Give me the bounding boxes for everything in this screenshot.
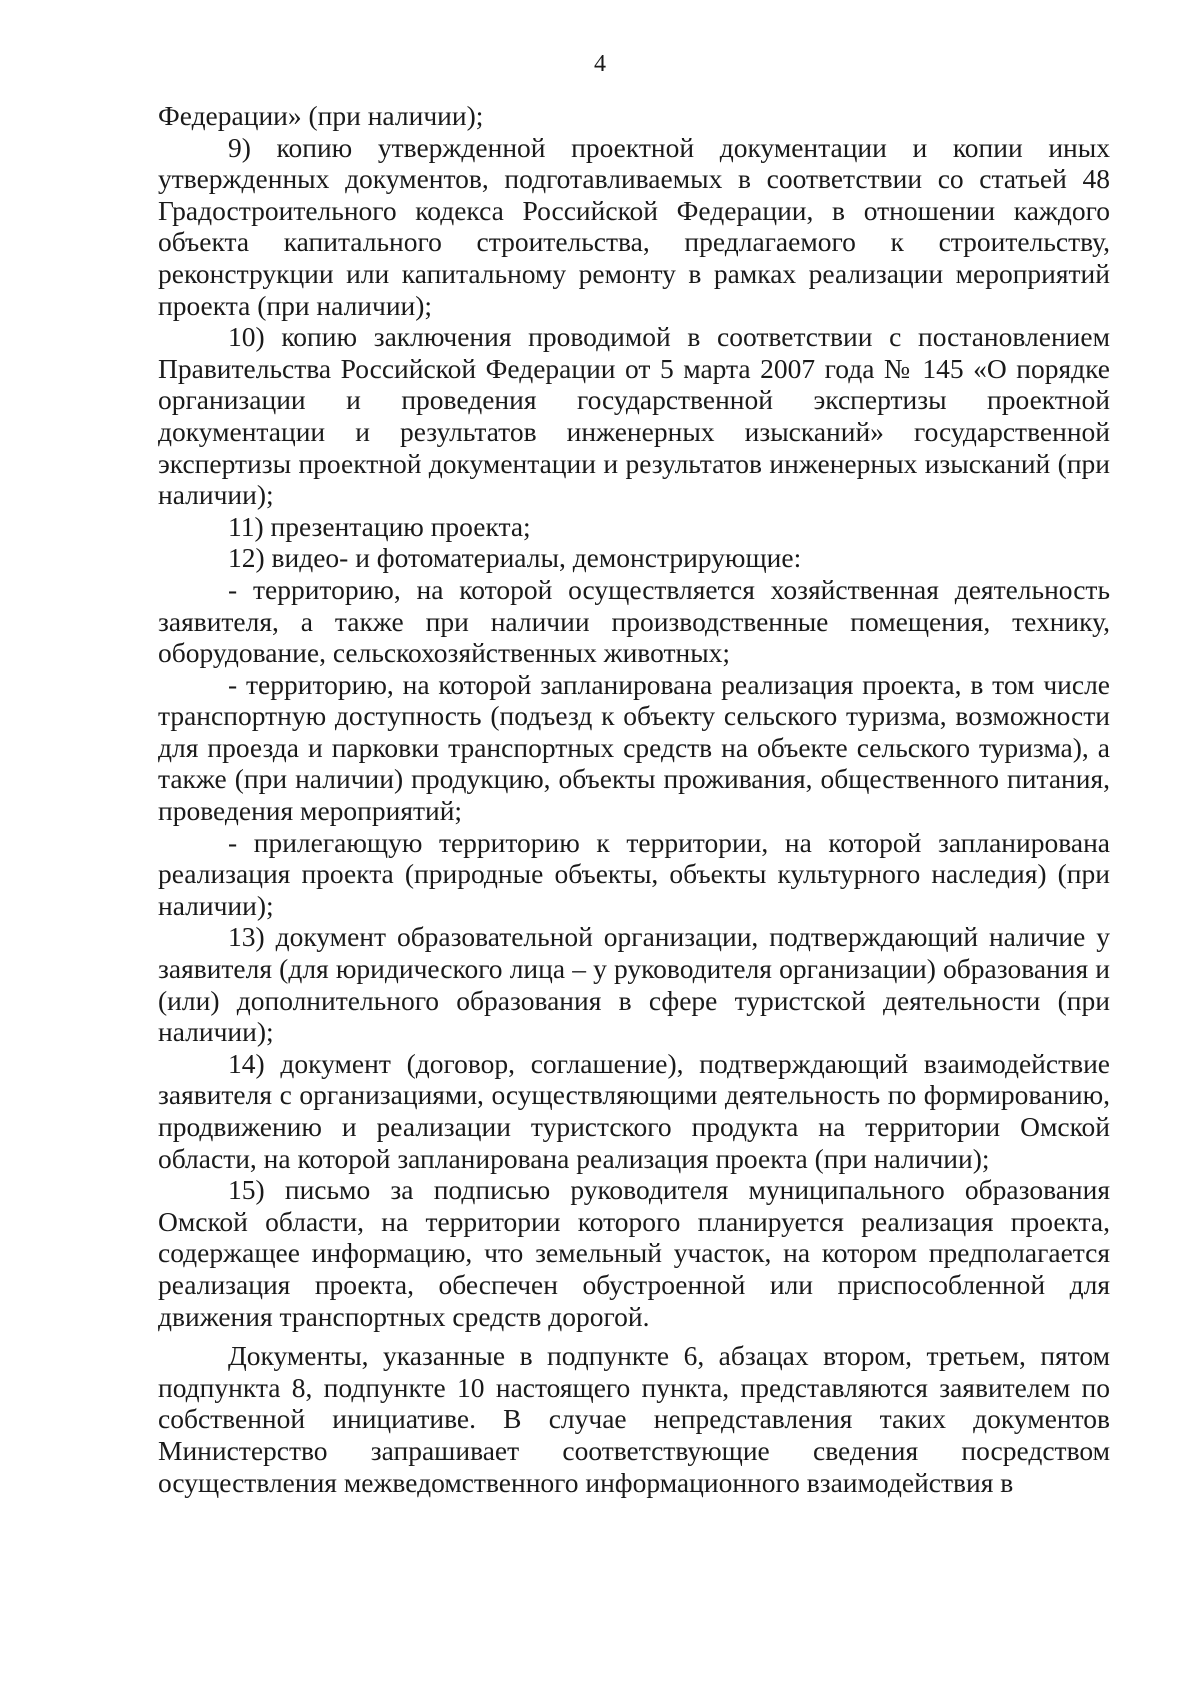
- paragraph-bullet-3: - прилегающую территорию к территории, на которой запланирована реализация проекта (природные объекты, объекты культурного наследия) (при наличии);: [158, 826, 1110, 921]
- page-number: 4: [594, 51, 606, 77]
- paragraph-bullet-2: - территорию, на которой запланирована реализация проекта, в том числе транспортную доступность (подъезд к объекту сельского туризма, возможности для проезда и парковки транспортных средств на объекте сельского туризма), а также (при наличии) продукцию, объекты проживания, общественного питания, проведения мероприятий;: [158, 668, 1110, 827]
- paragraph-item-9: 9) копию утвержденной проектной документации и копии иных утвержденных документов, подготавливаемых в соответствии со статьей 48 Градостроительного кодекса Российской Федерации, в отношении каждого объекта капитального строительства, предлагаемого к строительству, реконструкции или капитальному ремонту в рамках реализации мероприятий проекта (при наличии);: [158, 131, 1110, 321]
- document-body: [158, 100, 1110, 1498]
- paragraph-item-15: 15) письмо за подписью руководителя муниципального образования Омской области, на территории которого планируется реализация проекта, содержащее информацию, что земельный участок, на котором предполагается реализация проекта, обеспечен обустроенной или приспособленной для движения транспортных средств дорогой.: [158, 1174, 1110, 1332]
- paragraph-documents-note: Документы, указанные в подпункте 6, абзацах втором, третьем, пятом подпункта 8, подпункте 10 настоящего пункта, представляются заявителем по собственной инициативе. В случае непредставления таких документов Министерство запрашивает соответствующие сведения посредством осуществления межведомственного информационного взаимодействия в: [158, 1340, 1110, 1498]
- paragraph-item-10: 10) копию заключения проводимой в соответствии с постановлением Правительства Российской Федерации от 5 марта 2007 года № 145 «О порядке организации и проведения государственной экспертизы проектной документации и результатов инженерных изысканий» государственной экспертизы проектной документации и результатов инженерных изысканий (при наличии);: [158, 321, 1110, 511]
- paragraph-item-13: 13) документ образовательной организации, подтверждающий наличие у заявителя (для юридического лица – у руководителя организации) образования и (или) дополнительного образования в сфере туристской деятельности (при наличии);: [158, 921, 1110, 1048]
- paragraph-bullet-1: - территорию, на которой осуществляется хозяйственная деятельность заявителя, а также при наличии производственные помещения, технику, оборудование, сельскохозяйственных животных;: [158, 573, 1110, 669]
- paragraph-item-12: 12) видео- и фотоматериалы, демонстрирующие:: [228, 542, 802, 574]
- paragraph-continuation: Федерации» (при наличии);: [158, 100, 484, 131]
- paragraph-item-11: 11) презентацию проекта;: [228, 510, 531, 542]
- paragraph-item-14: 14) документ (договор, соглашение), подтверждающий взаимодействие заявителя с организациями, осуществляющими деятельность по формированию, продвижению и реализации туристского продукта на территории Омской области, на которой запланирована реализация проекта (при наличии);: [158, 1047, 1110, 1174]
